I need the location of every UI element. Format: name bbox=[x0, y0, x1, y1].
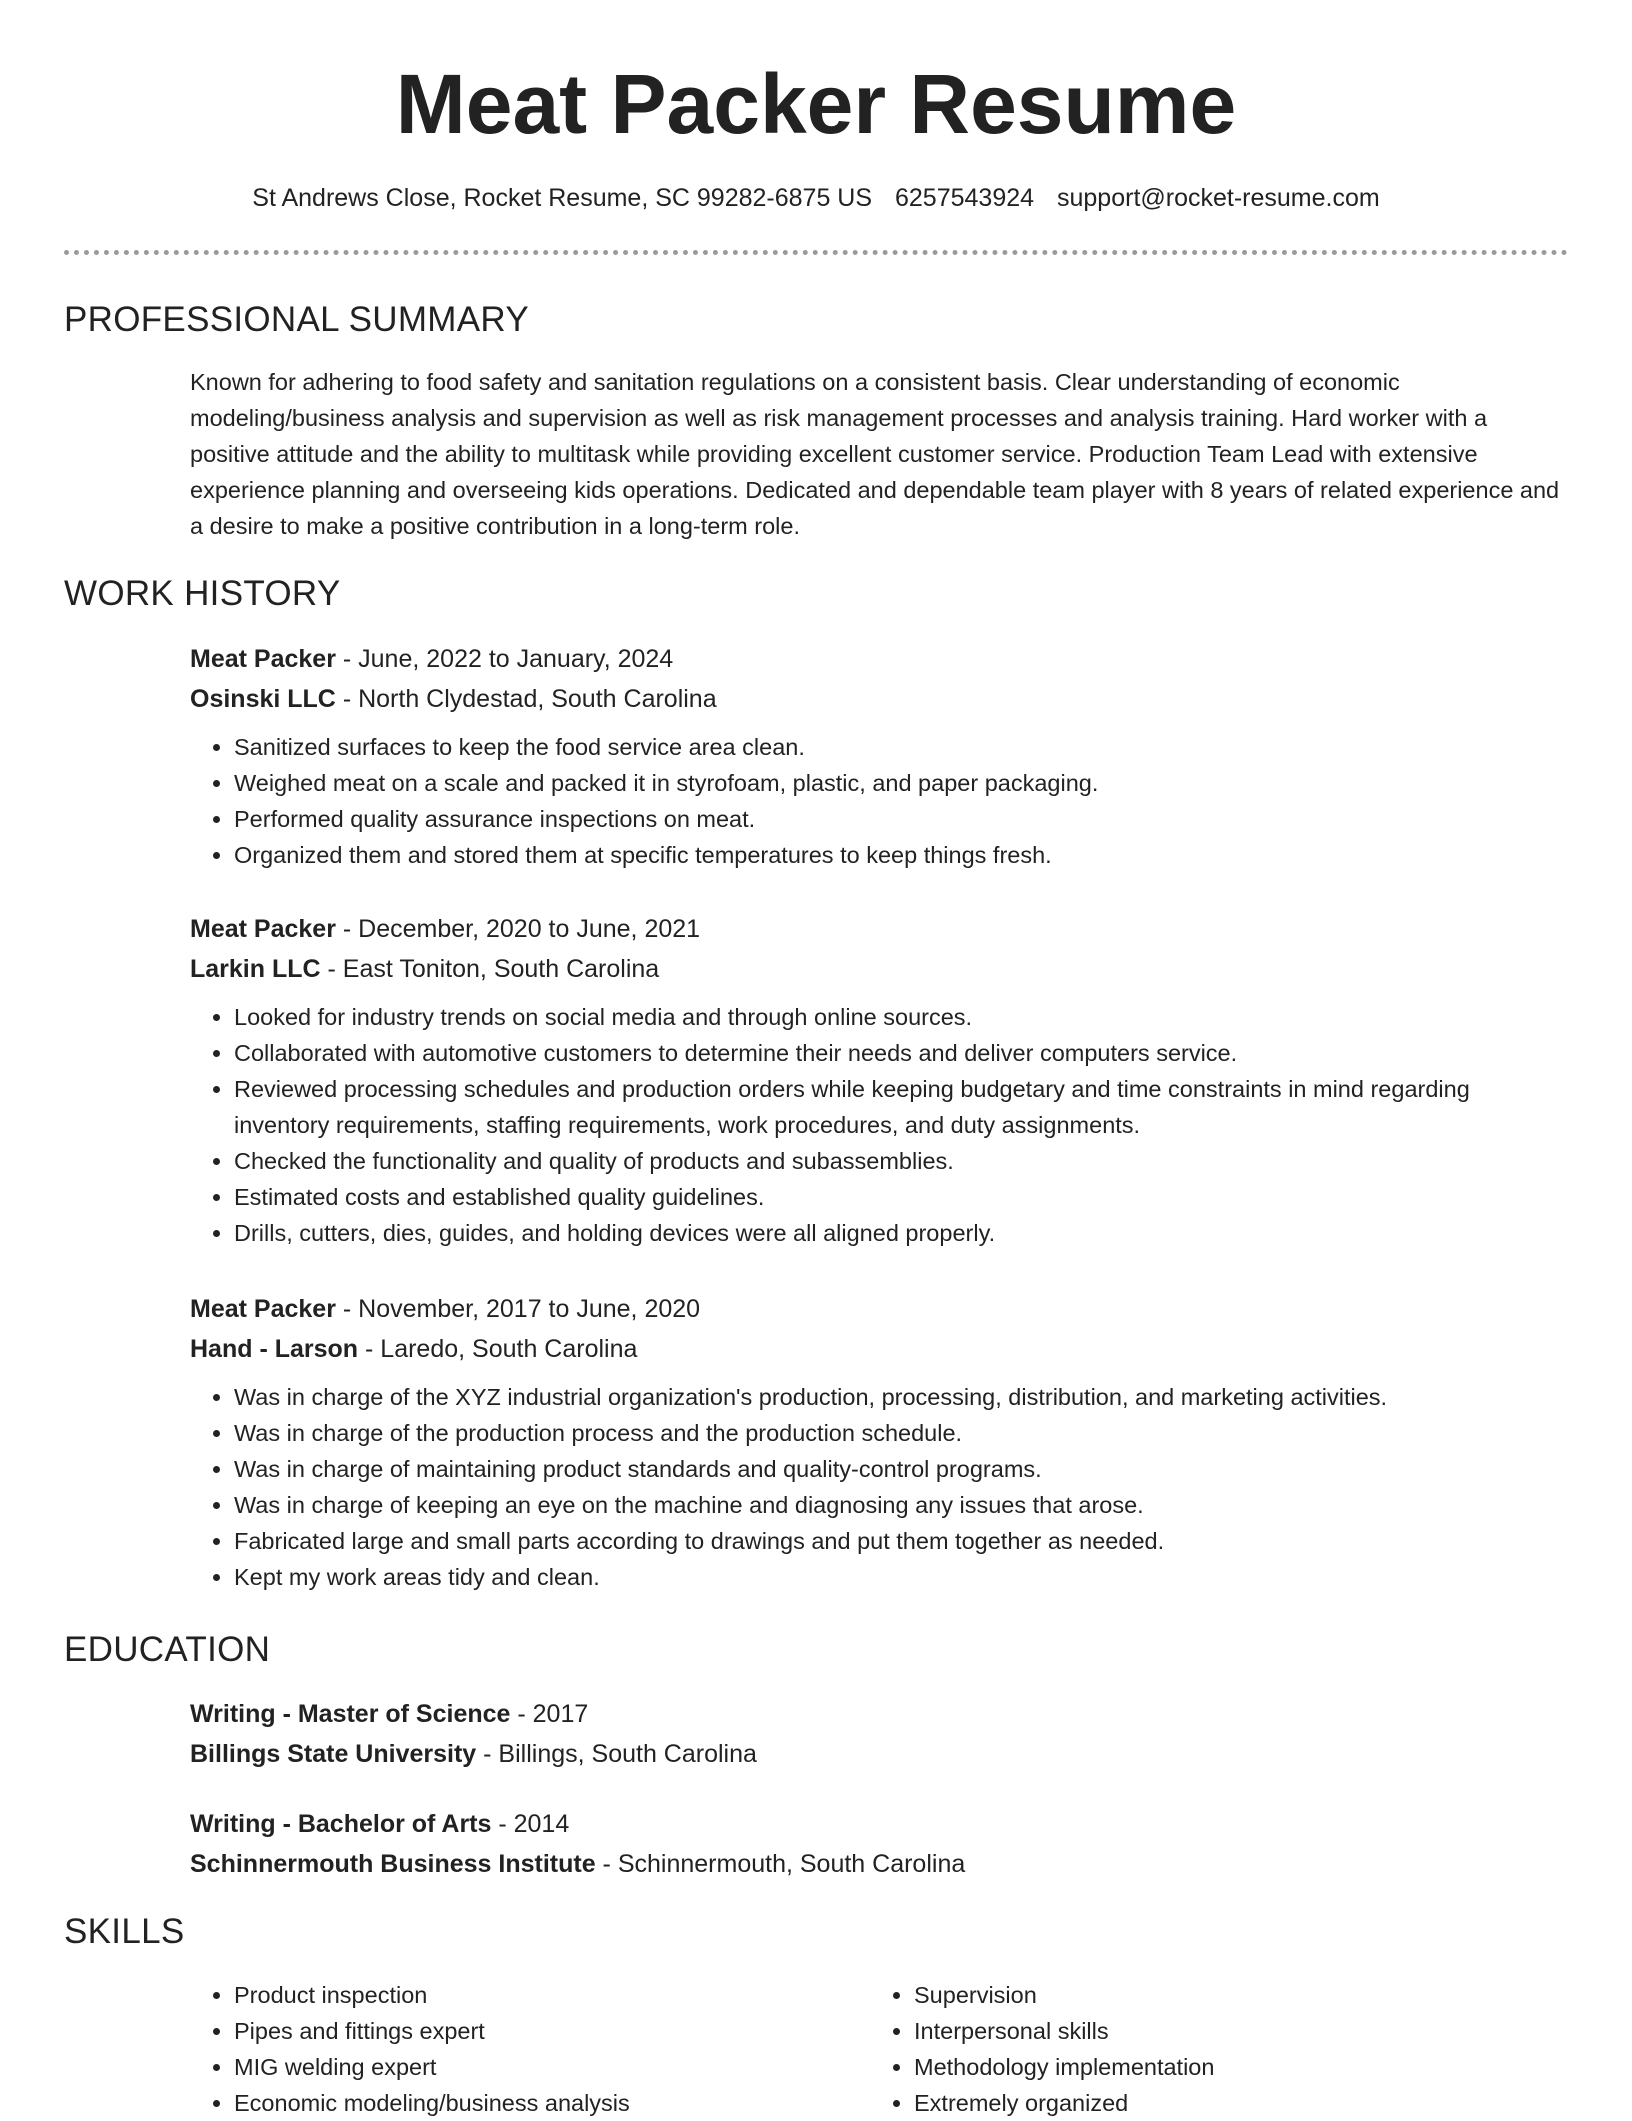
job-bullets bbox=[190, 1379, 1568, 1595]
education-school: Billings State University bbox=[190, 1740, 477, 1768]
skill-item: • Extremely organized bbox=[914, 2085, 1550, 2121]
job-company: Hand - Larson bbox=[190, 1335, 359, 1363]
skill-item: • Interpersonal skills bbox=[914, 2013, 1550, 2049]
job-title-line bbox=[190, 909, 1568, 949]
job-title: Meat Packer bbox=[190, 915, 336, 943]
job-entry bbox=[190, 909, 1568, 1251]
job-bullet: • Performed quality assurance inspections on meat. bbox=[234, 801, 1568, 837]
education-entry bbox=[190, 1694, 1568, 1774]
job-bullet: • Was in charge of the production process and the production schedule. bbox=[234, 1415, 1568, 1451]
job-separator: - bbox=[358, 1335, 381, 1363]
job-separator: - bbox=[335, 645, 359, 673]
education-separator: - bbox=[476, 1740, 499, 1768]
job-bullet: • Weighed meat on a scale and packed it in styrofoam, plastic, and paper packaging. bbox=[234, 765, 1568, 801]
education-school: Schinnermouth Business Institute bbox=[190, 1850, 596, 1878]
contact-phone: 6257543924 bbox=[895, 184, 1035, 212]
job-bullet: • Estimated costs and established quality guidelines. bbox=[234, 1179, 1568, 1215]
job-dates: December, 2020 to June, 2021 bbox=[358, 915, 701, 943]
summary-block bbox=[190, 364, 1568, 544]
skill-item: • Supervision bbox=[914, 1977, 1550, 2013]
job-bullet: • Sanitized surfaces to keep the food service area clean. bbox=[234, 729, 1568, 765]
summary-text: Known for adhering to food safety and sanitation regulations on a consistent basis. Clear understanding of economic modeling/business analysis and supervision as well as risk management processes and analysis training. Hard worker with a positive attitude and the ability to multitask while providing excellent customer service. Production Team Lead with extensive experience planning and overseeing kids operations. Dedicated and dependable team player with 8 years of related experience and a desire to make a positive contribution in a long-term role. bbox=[190, 369, 1560, 539]
job-bullets bbox=[190, 729, 1568, 873]
job-bullets bbox=[190, 999, 1568, 1251]
job-title-line bbox=[190, 639, 1568, 679]
job-location: East Toniton, South Carolina bbox=[342, 955, 660, 983]
skills-list bbox=[870, 1977, 1550, 2121]
job-bullet: • Looked for industry trends on social media and through online sources. bbox=[234, 999, 1568, 1035]
skills-list bbox=[190, 1977, 870, 2121]
job-bullet: • Fabricated large and small parts according to drawings and put them together as needed. bbox=[234, 1523, 1568, 1559]
job-title-line bbox=[190, 1289, 1568, 1329]
education-entry bbox=[190, 1804, 1568, 1884]
job-dates: June, 2022 to January, 2024 bbox=[358, 645, 674, 673]
education-degree-line bbox=[190, 1694, 1568, 1734]
resume-title: Meat Packer Resume bbox=[395, 57, 1237, 151]
education-degree: Writing - Master of Science bbox=[190, 1700, 511, 1728]
education-degree: Writing - Bachelor of Arts bbox=[190, 1810, 492, 1838]
skills-column-left bbox=[190, 1977, 870, 2121]
header-divider bbox=[64, 250, 1568, 255]
work-history-heading: WORK HISTORY bbox=[64, 574, 341, 613]
job-company: Larkin LLC bbox=[190, 955, 321, 983]
job-bullet: • Kept my work areas tidy and clean. bbox=[234, 1559, 1568, 1595]
education-separator: - bbox=[491, 1810, 514, 1838]
job-bullet: • Organized them and stored them at specific temperatures to keep things fresh. bbox=[234, 837, 1568, 873]
education-separator: - bbox=[595, 1850, 618, 1878]
skill-item: • Methodology implementation bbox=[914, 2049, 1550, 2085]
job-bullet: • Reviewed processing schedules and production orders while keeping budgetary and time constraints in mind regarding inventory requirements, staffing requirements, work procedures, and duty assignments. bbox=[234, 1071, 1568, 1143]
contact-email: support@rocket-resume.com bbox=[1057, 184, 1380, 212]
job-title: Meat Packer bbox=[190, 645, 336, 673]
job-dates: November, 2017 to June, 2020 bbox=[358, 1295, 701, 1323]
education-year: 2014 bbox=[513, 1810, 570, 1838]
job-bullet: • Was in charge of maintaining product standards and quality-control programs. bbox=[234, 1451, 1568, 1487]
skills-grid bbox=[190, 1977, 1568, 2121]
education-degree-line bbox=[190, 1804, 1568, 1844]
job-separator: - bbox=[335, 1295, 359, 1323]
summary-heading: PROFESSIONAL SUMMARY bbox=[64, 300, 529, 339]
job-entry bbox=[190, 1289, 1568, 1595]
job-separator: - bbox=[335, 915, 359, 943]
job-bullet: • Was in charge of the XYZ industrial organization's production, processing, distribution, and marketing activities. bbox=[234, 1379, 1568, 1415]
skill-item: • Pipes and fittings expert bbox=[234, 2013, 870, 2049]
skills-heading: SKILLS bbox=[64, 1912, 185, 1951]
job-bullet: • Drills, cutters, dies, guides, and holding devices were all aligned properly. bbox=[234, 1215, 1568, 1251]
job-separator: - bbox=[335, 685, 359, 713]
job-company-line bbox=[190, 1329, 1568, 1369]
skill-item: • Economic modeling/business analysis bbox=[234, 2085, 870, 2121]
job-company: Osinski LLC bbox=[190, 685, 336, 713]
job-company-line bbox=[190, 679, 1568, 719]
education-school-line bbox=[190, 1734, 1568, 1774]
job-location: Laredo, South Carolina bbox=[380, 1335, 638, 1363]
contact-line bbox=[64, 180, 1568, 216]
skill-item: • Product inspection bbox=[234, 1977, 870, 2013]
education-location: Billings, South Carolina bbox=[498, 1740, 757, 1768]
education-location: Schinnermouth, South Carolina bbox=[617, 1850, 966, 1878]
education-separator: - bbox=[510, 1700, 533, 1728]
job-bullet: • Collaborated with automotive customers to determine their needs and deliver computers service. bbox=[234, 1035, 1568, 1071]
job-bullet: • Was in charge of keeping an eye on the machine and diagnosing any issues that arose. bbox=[234, 1487, 1568, 1523]
contact-address: St Andrews Close, Rocket Resume, SC 99282-6875 US bbox=[252, 184, 873, 212]
education-school-line bbox=[190, 1844, 1568, 1884]
skills-column-right bbox=[870, 1977, 1550, 2121]
job-bullet: • Checked the functionality and quality of products and subassemblies. bbox=[234, 1143, 1568, 1179]
education-heading: EDUCATION bbox=[64, 1630, 271, 1669]
job-location: North Clydestad, South Carolina bbox=[358, 685, 717, 713]
job-separator: - bbox=[320, 955, 343, 983]
education-year: 2017 bbox=[532, 1700, 589, 1728]
skill-item: • MIG welding expert bbox=[234, 2049, 870, 2085]
job-company-line bbox=[190, 949, 1568, 989]
job-title: Meat Packer bbox=[190, 1295, 336, 1323]
job-entry bbox=[190, 639, 1568, 873]
